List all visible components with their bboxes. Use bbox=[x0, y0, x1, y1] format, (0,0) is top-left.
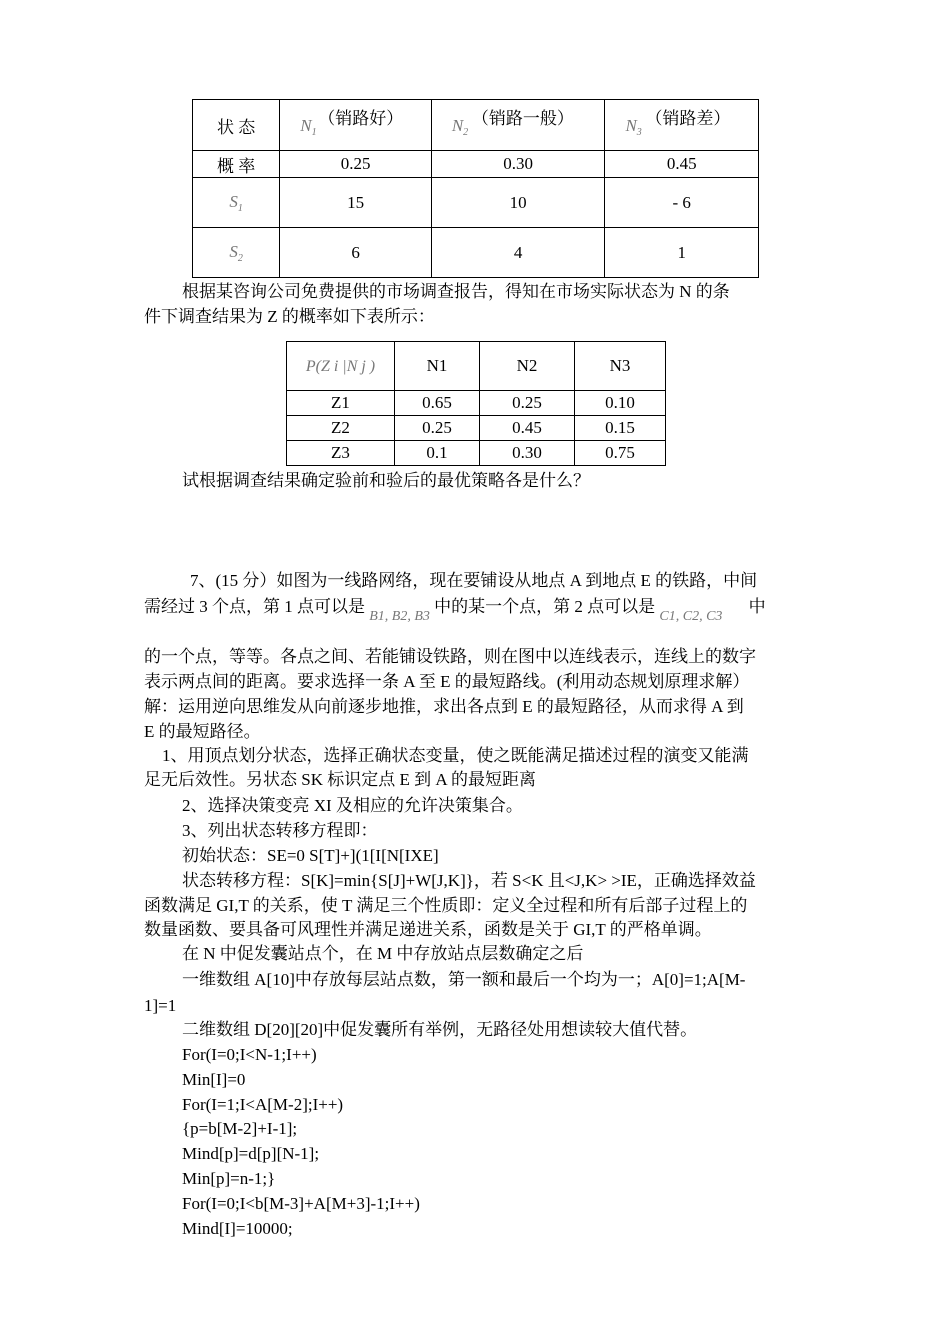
col-header: N3 bbox=[575, 342, 666, 391]
body-line: 足无后效性。另状态 SK 标识定点 E 到 A 的最短距离 bbox=[144, 770, 536, 789]
table-row bbox=[193, 228, 759, 278]
q7-line: 表示两点间的距离。要求选择一条 A 至 E 的最短路线。(利用动态规划原理求解） bbox=[144, 672, 750, 691]
table-row bbox=[287, 391, 666, 416]
cell: 0.25 bbox=[280, 151, 432, 178]
question-text: 试根据调查结果确定验前和验后的最优策略各是什么？ bbox=[182, 471, 590, 490]
q7-line: 的一个点，等等。各点之间、若能铺设铁路，则在图中以连线表示，连线上的数字 bbox=[144, 647, 756, 666]
cell: 1 bbox=[605, 228, 759, 278]
table-row bbox=[287, 441, 666, 466]
n3-header: $N_3$ （销路差） bbox=[605, 100, 759, 151]
q7-line: 7、(15 分）如图为一线路网络，现在要铺设从地点 A 到地点 E 的铁路，中间 bbox=[190, 571, 758, 590]
cell: 0.65 bbox=[395, 391, 480, 416]
body-line: 1]=1 bbox=[144, 996, 177, 1015]
col-header: N2 bbox=[480, 342, 575, 391]
cell: 0.75 bbox=[575, 441, 666, 466]
row-label: Z1 bbox=[287, 391, 395, 416]
cell: 4 bbox=[431, 228, 605, 278]
table-row bbox=[287, 416, 666, 441]
cell: 10 bbox=[431, 178, 605, 228]
body-line: 1、用顶点划分状态，选择正确状态变量，使之既能满足描述过程的演变又能满 bbox=[162, 746, 749, 765]
body-line: 函数满足 GI,T 的关系，使 T 满足三个性质即：定义全过程和所有后部子过程上的 bbox=[144, 896, 748, 915]
prob-label: 概 率 bbox=[193, 151, 280, 178]
s1-label: $S_1$ bbox=[193, 178, 280, 228]
code-line: Min[I]=0 bbox=[182, 1070, 246, 1089]
code-line: {p=b[M-2]+I-1]; bbox=[182, 1119, 298, 1138]
s2-label: $S_2$ bbox=[193, 228, 280, 278]
body-line: 3、列出状态转移方程即： bbox=[182, 821, 378, 840]
table-row bbox=[193, 151, 759, 178]
body-line: 在 N 中促发囊站点个，在 M 中存放站点层数确定之后 bbox=[182, 944, 584, 963]
code-line: Mind[p]=d[p][N-1]; bbox=[182, 1144, 320, 1163]
cell: 0.30 bbox=[431, 151, 605, 178]
body-line: 初始状态：SE=0 S[T]+](1[I[N[IXE] bbox=[182, 846, 439, 865]
state-header: 状 态 bbox=[193, 100, 280, 151]
q7-line: 解：运用逆向思维发从向前逐步地推，求出各点到 E 的最短路径，从而求得 A 到 bbox=[144, 697, 744, 716]
para-line: 根据某咨询公司免费提供的市场调查报告，得知在市场实际状态为 N 的条 bbox=[182, 282, 730, 301]
col-header: N1 bbox=[395, 342, 480, 391]
body-line: 2、选择决策变亮 XI 及相应的允许决策集合。 bbox=[182, 796, 523, 815]
cell: 0.25 bbox=[480, 391, 575, 416]
decision-table bbox=[192, 99, 759, 278]
n2-header: $N_2$ （销路一般） bbox=[431, 100, 605, 151]
table-row bbox=[193, 178, 759, 228]
cell: 0.30 bbox=[480, 441, 575, 466]
n1-header: $N_1$ （销路好） bbox=[280, 100, 432, 151]
code-line: Mind[I]=10000; bbox=[182, 1219, 293, 1238]
cell: 0.25 bbox=[395, 416, 480, 441]
body-line: 一维数组 A[10]中存放每层站点数，第一额和最后一个均为一；A[0]=1;A[M- bbox=[182, 970, 746, 989]
code-line: Min[p]=n-1;} bbox=[182, 1169, 276, 1188]
corner-cell: P(Z i |N j ) bbox=[287, 342, 395, 391]
body-line: 二维数组 D[20][20]中促发囊所有举例，无路径处用想读较大值代替。 bbox=[182, 1020, 698, 1039]
cell: 0.45 bbox=[480, 416, 575, 441]
code-line: For(I=0;I<b[M-3]+A[M+3]-1;I++) bbox=[182, 1194, 420, 1213]
cell: - 6 bbox=[605, 178, 759, 228]
survey-table bbox=[286, 341, 666, 466]
code-line: For(I=1;I<A[M-2];I++) bbox=[182, 1095, 344, 1114]
body-line: 数量函数、要具备可风理性并满足递进关系，函数是关于 GI,T 的严格单调。 bbox=[144, 920, 712, 939]
para-line: 件下调查结果为 Z 的概率如下表所示： bbox=[144, 307, 435, 326]
body-line: 状态转移方程：S[K]=min{S[J]+W[J,K]}，若 S<K 且<J,K> >IE，正确选择效益 bbox=[182, 871, 756, 890]
row-label: Z2 bbox=[287, 416, 395, 441]
cell: 15 bbox=[280, 178, 432, 228]
code-line: For(I=0;I<N-1;I++) bbox=[182, 1045, 317, 1064]
cell: 0.15 bbox=[575, 416, 666, 441]
q7-line: E 的最短路径。 bbox=[144, 722, 261, 741]
q7-line: 需经过 3 个点，第 1 点可以是 $_{B1, B2, B3}$ 中的某一个点，第 2 点可以是 $_{C1, C2, C3}$ 中 bbox=[144, 597, 766, 624]
cell: 6 bbox=[280, 228, 432, 278]
cell: 0.10 bbox=[575, 391, 666, 416]
row-label: Z3 bbox=[287, 441, 395, 466]
cell: 0.45 bbox=[605, 151, 759, 178]
cell: 0.1 bbox=[395, 441, 480, 466]
